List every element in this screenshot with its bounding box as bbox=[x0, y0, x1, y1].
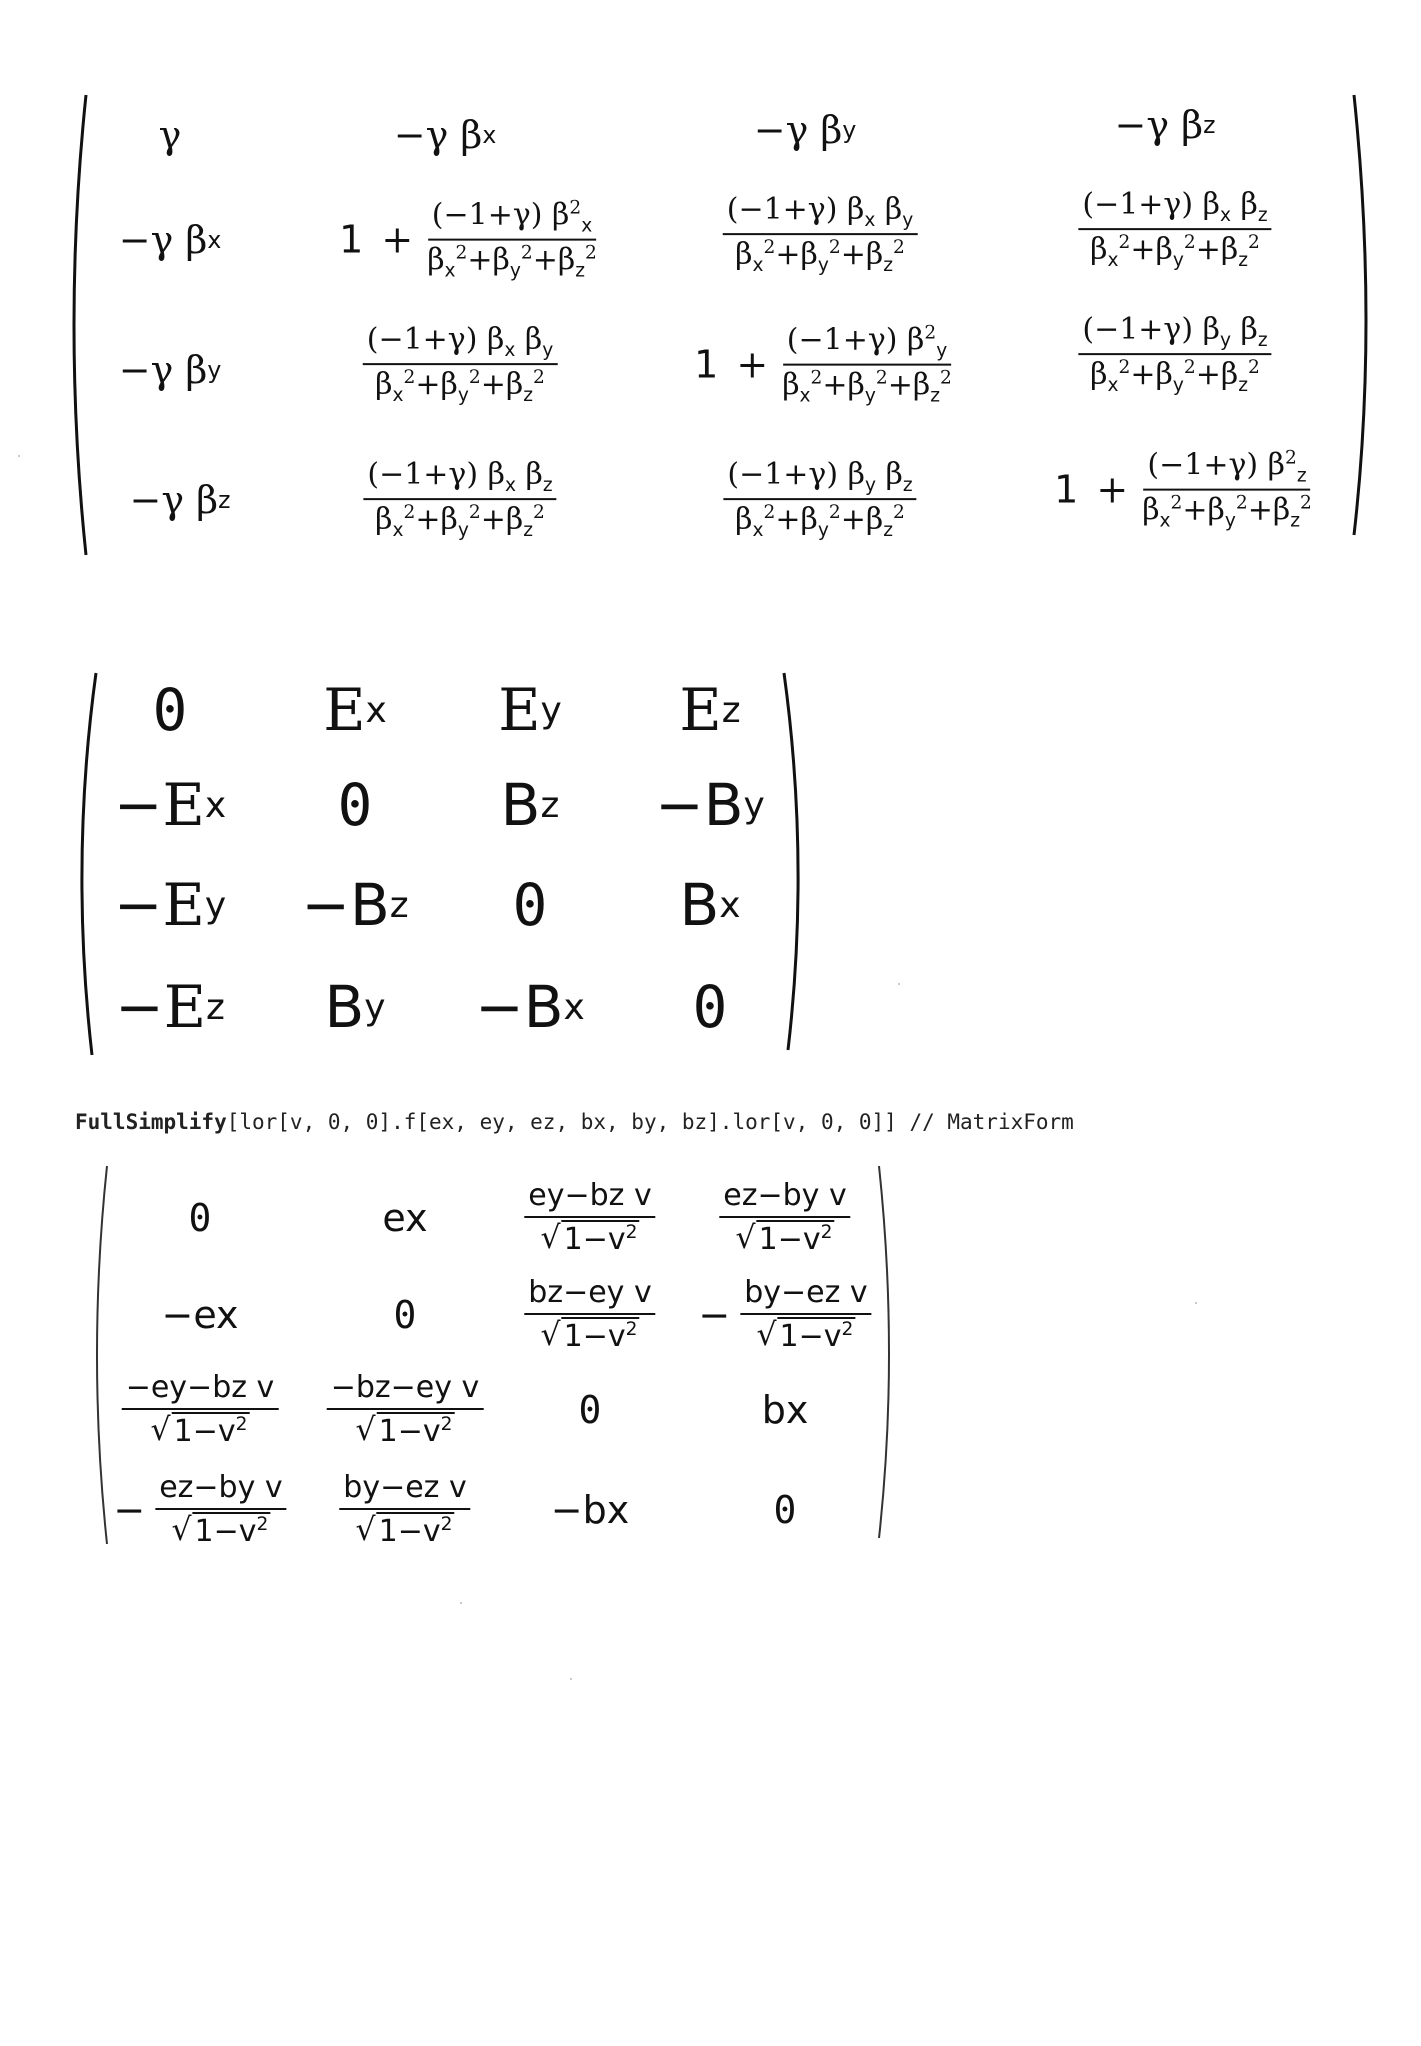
ft-cell-4-2: B y bbox=[324, 973, 386, 1041]
scan-speck bbox=[1195, 1302, 1197, 1304]
ft-cell-2-1: −E x bbox=[113, 771, 227, 839]
scan-speck bbox=[18, 455, 20, 457]
res-cell-3-1: −ey−bz v √ $1-v^2$ bbox=[122, 1371, 279, 1449]
cell-3-4: $\frac{(-1+\gamma) \beta_y \beta_z}{\beta_x^2+\beta_y^2+\beta_z^2}$ bbox=[1078, 313, 1271, 397]
right-paren bbox=[780, 665, 810, 1060]
cell-2-1: −γ β x bbox=[118, 218, 222, 262]
cell-4-3: $\frac{(-1+\gamma) \beta_y \beta_z}{\beta_x^2+\beta_y^2+\beta_z^2}$ bbox=[723, 458, 916, 542]
ft-cell-2-3: B z bbox=[500, 771, 560, 839]
cell-2-3: $\frac{(-1+\gamma) \beta_x \beta_y}{\beta_x^2+\beta_y^2+\beta_z^2}$ bbox=[723, 193, 918, 277]
code-head: FullSimplify bbox=[75, 1110, 227, 1134]
cell-1-3: −γ β y bbox=[753, 108, 857, 152]
res-cell-2-4: − by−ez v √ $1-v^2$ bbox=[698, 1276, 871, 1354]
res-cell-1-1: 0 bbox=[188, 1196, 212, 1240]
res-cell-1-4: ez−by v √ $1-v^2$ bbox=[719, 1179, 850, 1257]
ft-cell-1-2: E x bbox=[323, 676, 387, 744]
cell-4-1: −γ β z bbox=[129, 478, 231, 522]
ft-cell-4-1: −E z bbox=[115, 973, 225, 1041]
res-cell-2-2: 0 bbox=[393, 1293, 417, 1337]
cell-1-4: −γ β z bbox=[1114, 103, 1216, 147]
result-matrix bbox=[85, 1160, 905, 1550]
res-cell-2-3: bz−ey v √ $1-v^2$ bbox=[524, 1276, 655, 1354]
ft-cell-3-1: −E y bbox=[113, 871, 227, 939]
ft-cell-3-2: −B z bbox=[301, 871, 409, 939]
res-cell-2-1: −ex bbox=[161, 1293, 239, 1337]
left-paren bbox=[70, 665, 100, 1060]
code-rest: [lor[v, 0, 0].f[ex, ey, ez, bx, by, bz].lor[v, 0, 0]] // MatrixForm bbox=[226, 1110, 1074, 1134]
res-cell-1-2: ex bbox=[382, 1196, 428, 1240]
ft-cell-4-4: 0 bbox=[692, 973, 728, 1041]
field-tensor-matrix bbox=[70, 665, 820, 1060]
cell-2-2: 1 + $\frac{(-1+\gamma) \beta^2_x}{\beta_x^2+\beta_y^2+\beta_z^2}$ bbox=[339, 197, 597, 282]
mathematica-input[interactable] bbox=[75, 1110, 1074, 1134]
cell-3-3: 1 + $\frac{(-1+\gamma) \beta^2_y}{\beta_x^2+\beta_y^2+\beta_z^2}$ bbox=[694, 322, 952, 407]
cell-1-2: −γ β x bbox=[393, 113, 497, 157]
ft-cell-4-3: −B x bbox=[475, 973, 585, 1041]
ft-cell-1-1: 0 bbox=[152, 676, 188, 744]
cell-1-1: γ bbox=[158, 113, 182, 157]
ft-cell-2-2: 0 bbox=[337, 771, 373, 839]
res-cell-3-3: 0 bbox=[578, 1388, 602, 1432]
right-paren bbox=[1350, 85, 1380, 565]
res-cell-3-4: bx bbox=[761, 1388, 809, 1432]
ft-cell-3-3: 0 bbox=[512, 871, 548, 939]
lorentz-boost-matrix bbox=[60, 85, 1380, 565]
cell-3-1: −γ β y bbox=[118, 348, 222, 392]
right-paren bbox=[875, 1160, 903, 1550]
ft-cell-2-4: −B y bbox=[655, 771, 765, 839]
ft-cell-1-3: E y bbox=[498, 676, 562, 744]
cell-4-4: 1 + $\frac{(-1+\gamma) \beta^2_z}{\beta_x^2+\beta_y^2+\beta_z^2}$ bbox=[1054, 447, 1312, 532]
left-paren bbox=[60, 85, 90, 565]
scan-speck bbox=[460, 1602, 462, 1604]
cell-4-2: $\frac{(-1+\gamma) \beta_x \beta_z}{\beta_x^2+\beta_y^2+\beta_z^2}$ bbox=[363, 458, 556, 542]
ft-cell-1-4: E z bbox=[679, 676, 741, 744]
res-cell-3-2: −bz−ey v √ $1-v^2$ bbox=[327, 1371, 484, 1449]
cell-3-2: $\frac{(-1+\gamma) \beta_x \beta_y}{\beta_x^2+\beta_y^2+\beta_z^2}$ bbox=[363, 323, 558, 407]
res-cell-4-4: 0 bbox=[773, 1488, 797, 1532]
res-cell-4-2: by−ez v √ $1-v^2$ bbox=[339, 1471, 470, 1549]
scan-speck bbox=[570, 1678, 572, 1680]
res-cell-1-3: ey−bz v √ $1-v^2$ bbox=[524, 1179, 655, 1257]
scan-speck bbox=[898, 983, 900, 985]
left-paren bbox=[85, 1160, 113, 1550]
res-cell-4-1: − ez−by v √ $1-v^2$ bbox=[113, 1471, 286, 1549]
cell-2-4: $\frac{(-1+\gamma) \beta_x \beta_z}{\beta_x^2+\beta_y^2+\beta_z^2}$ bbox=[1078, 188, 1271, 272]
ft-cell-3-4: B x bbox=[679, 871, 741, 939]
res-cell-4-3: −bx bbox=[550, 1488, 630, 1532]
